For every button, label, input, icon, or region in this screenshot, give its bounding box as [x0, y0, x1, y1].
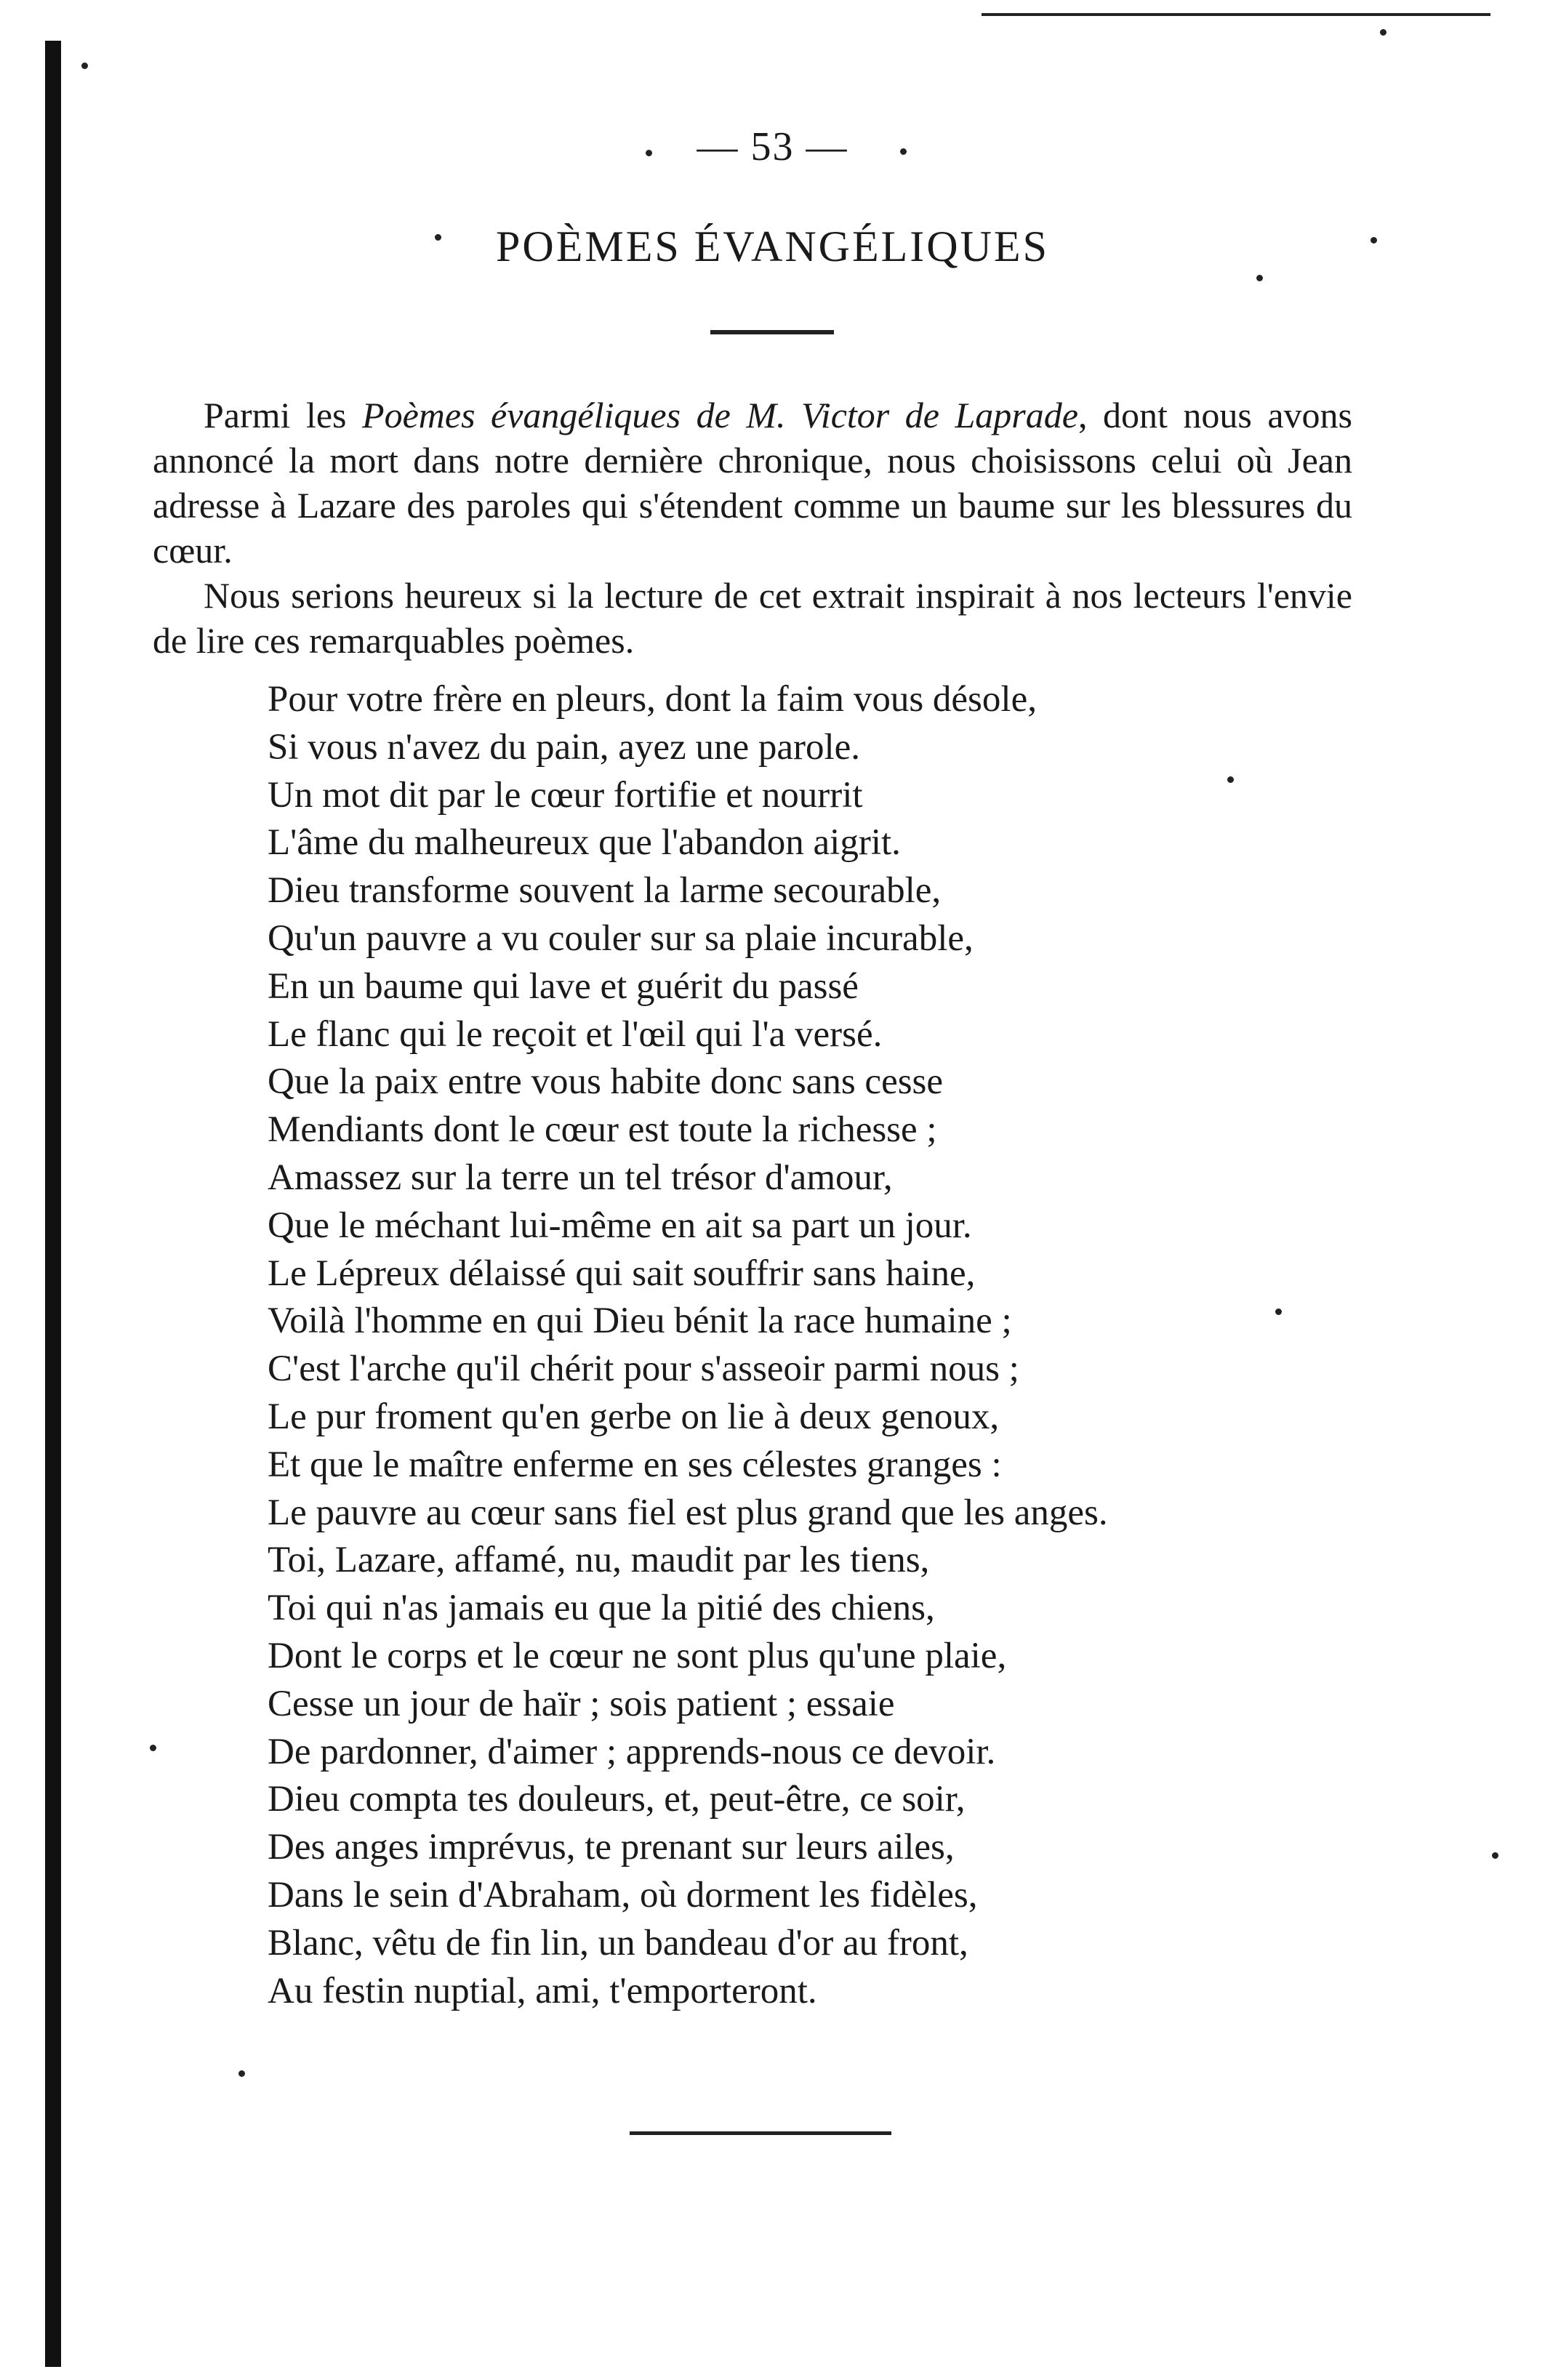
poem-line: L'âme du malheureux que l'abandon aigrit. [268, 822, 901, 864]
poem-line: Toi, Lazare, affamé, nu, maudit par les tiens, [268, 1540, 930, 1581]
book-title-italic: Poèmes évangéliques de M. Victor de Laprade [362, 395, 1078, 435]
scan-speck [1371, 237, 1377, 244]
poem-line: Au festin nuptial, ami, t'emporteront. [268, 1970, 817, 2011]
poem-line: Pour votre frère en pleurs, dont la faim vous désole, [268, 679, 1037, 720]
poem-line: Toi qui n'as jamais eu que la pitié des chiens, [268, 1588, 935, 1629]
scan-speck [81, 63, 88, 69]
scan-speck [646, 150, 652, 156]
intro-paragraph-1: Parmi les Poèmes évangéliques de M. Victor de Laprade, dont nous avons annoncé la mort dans notre dernière chronique, nous choisissons celui où Jean adresse à Lazare des paroles qui s'étendent comme un baume sur les blessures du cœur. [153, 395, 1353, 571]
scan-speck [900, 148, 907, 155]
poem-excerpt [268, 676, 1108, 2015]
page-number: — 53 — [697, 124, 848, 169]
poem-line: Le flanc qui le reçoit et l'œil qui l'a versé. [268, 1013, 883, 1055]
poem-line: Dans le sein d'Abraham, où dorment les fidèles, [268, 1874, 978, 1915]
poem-line: Le pauvre au cœur sans fiel est plus grand que les anges. [268, 1492, 1108, 1533]
scan-speck [435, 234, 441, 241]
scan-speck [1275, 1308, 1282, 1315]
poem-line: Un mot dit par le cœur fortifie et nourrit [268, 774, 863, 816]
scan-speck [1492, 1852, 1498, 1859]
scan-speck [150, 1745, 156, 1751]
poem-line: En un baume qui lave et guérit du passé [268, 965, 859, 1007]
poem-line: Le pur froment qu'en gerbe on lie à deux genoux, [268, 1396, 1000, 1437]
poem-line: Dieu transforme souvent la larme secourable, [268, 870, 942, 912]
poem-line: Voilà l'homme en qui Dieu bénit la race humaine ; [268, 1300, 1012, 1342]
poem-line: Que la paix entre vous habite donc sans cesse [268, 1061, 944, 1103]
poem-line: Le Lépreux délaissé qui sait souffrir sans haine, [268, 1253, 976, 1294]
poem-line: Amassez sur la terre un tel trésor d'amour, [268, 1157, 893, 1198]
end-divider [630, 2131, 891, 2135]
scan-speck [1380, 29, 1387, 36]
poem-line: Blanc, vêtu de fin lin, un bandeau d'or au front, [268, 1922, 968, 1963]
poem-line: Et que le maître enferme en ses célestes granges : [268, 1444, 1002, 1485]
poem-line: Dieu compta tes douleurs, et, peut-être, ce soir, [268, 1779, 966, 1820]
top-edge-rule [982, 13, 1490, 16]
poem-line: De pardonner, d'aimer ; apprends-nous ce devoir. [268, 1731, 996, 1772]
scan-speck [1227, 776, 1234, 783]
scan-speck [238, 2070, 245, 2077]
intro-text [153, 393, 1352, 663]
poem-line: Qu'un pauvre a vu couler sur sa plaie incurable, [268, 917, 974, 959]
scan-gutter-shadow [45, 41, 61, 2367]
poem-line: Si vous n'avez du pain, ayez une parole. [268, 726, 861, 768]
poem-line: Mendiants dont le cœur est toute la richesse ; [268, 1109, 937, 1151]
poem-line: Des anges imprévus, te prenant sur leurs ailes, [268, 1827, 955, 1868]
poem-line: Dont le corps et le cœur ne sont plus qu'une plaie, [268, 1635, 1007, 1676]
intro-paragraph-2: Nous serions heureux si la lecture de cet extrait inspirait à nos lecteurs l'envie de lire ces remarquables poèmes. [153, 575, 1352, 661]
section-title: POÈMES ÉVANGÉLIQUES [496, 222, 1049, 270]
poem-line: Cesse un jour de haïr ; sois patient ; essaie [268, 1683, 895, 1724]
scan-speck [1256, 275, 1263, 281]
title-divider [710, 330, 834, 334]
poem-line: Que le méchant lui-même en ait sa part un jour. [268, 1205, 972, 1246]
poem-line: C'est l'arche qu'il chérit pour s'asseoir parmi nous ; [268, 1348, 1019, 1390]
